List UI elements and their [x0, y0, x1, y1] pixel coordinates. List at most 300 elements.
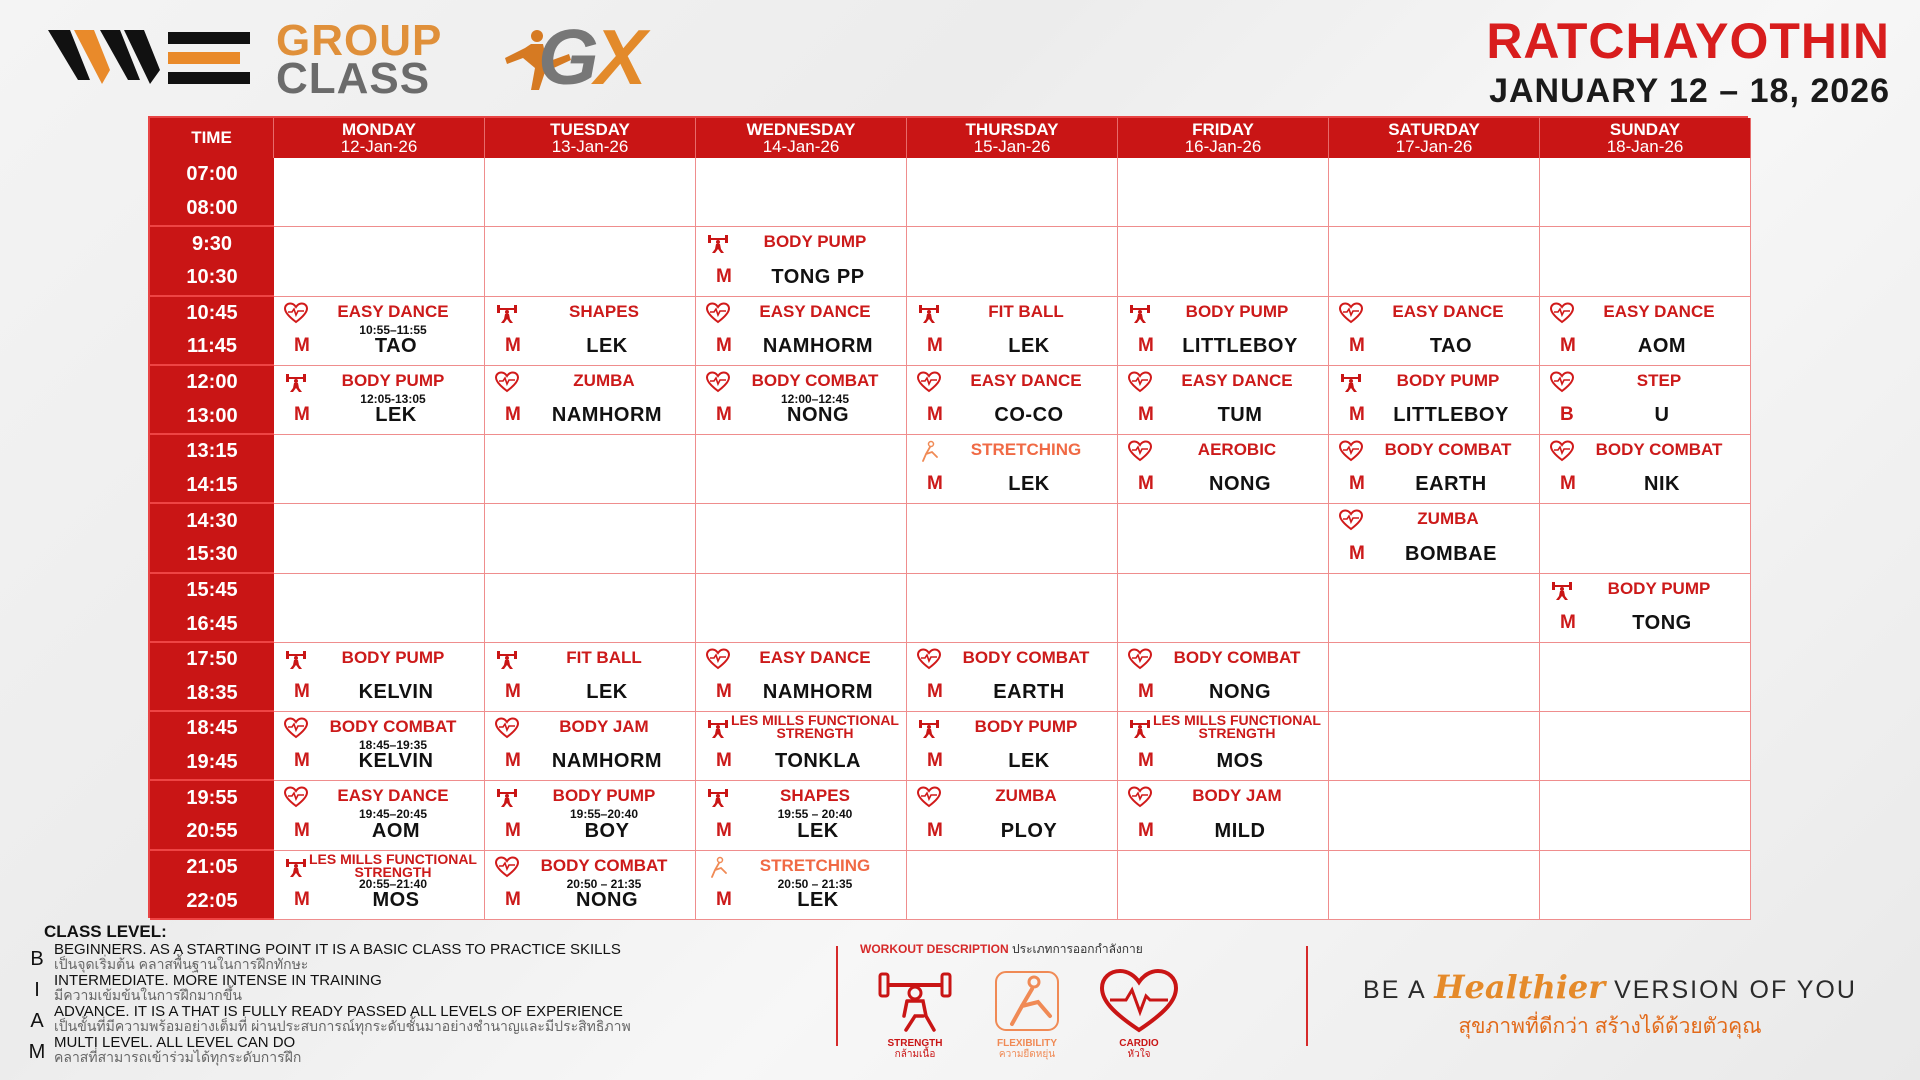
class-entry[interactable]: [1329, 504, 1539, 572]
empty-cell: [274, 504, 485, 573]
class-cell[interactable]: [696, 643, 907, 712]
class-level-badge: M: [716, 681, 732, 703]
class-cell[interactable]: [1329, 435, 1540, 504]
class-level-item: [20, 942, 840, 973]
day-header-sunday: [1540, 118, 1751, 158]
cardio-icon: [706, 302, 730, 324]
instructor-name: TUM: [1217, 404, 1263, 427]
strength-icon: [1128, 717, 1152, 739]
empty-cell: [1329, 227, 1540, 296]
class-level-badge: M: [716, 819, 732, 841]
empty-cell: [907, 158, 1118, 227]
empty-cell: [1118, 227, 1329, 296]
strength-icon: [706, 717, 730, 739]
class-entry[interactable]: [696, 227, 906, 295]
day-header-monday: [274, 118, 485, 158]
strength-icon: [860, 968, 970, 1039]
class-time: 20:55–21:40: [358, 876, 428, 891]
instructor-name: TONG PP: [771, 265, 865, 288]
class-entry[interactable]: [485, 851, 695, 919]
level-description-th: เป็นขั้นที่มีความพร้อมอย่างเต็มที่ ผ่านประสบการณ์ทุกระดับชั้นมาอย่างชำนาญและมีประสิทธิภาพ: [54, 1018, 631, 1034]
class-level-badge: M: [716, 888, 732, 910]
empty-cell: [1540, 504, 1751, 573]
strength-icon: [706, 786, 730, 808]
class-cell[interactable]: [274, 781, 485, 850]
class-cell[interactable]: [485, 366, 696, 435]
class-level-badge: M: [505, 888, 521, 910]
class-cell[interactable]: [1329, 297, 1540, 366]
class-level-title: CLASS LEVEL:: [44, 922, 167, 941]
class-level-badge: M: [505, 819, 521, 841]
time-slot: [150, 435, 274, 504]
class-name: STEP: [1636, 370, 1682, 390]
flexibility-icon: [917, 440, 941, 462]
level-description-th: คลาสที่สามารถเข้าร่วมได้ทุกระดับการฝึก: [54, 1049, 302, 1065]
class-name: EASY DANCE: [970, 370, 1082, 390]
class-entry[interactable]: [907, 435, 1117, 503]
instructor-name: TAO: [374, 334, 418, 357]
class-cell[interactable]: [1118, 781, 1329, 850]
instructor-name: EARTH: [1415, 473, 1487, 496]
slot-start-time: 12:00: [186, 371, 238, 394]
cardio-icon: [917, 648, 941, 670]
class-cell[interactable]: [907, 435, 1118, 504]
slot-start-time: 14:30: [186, 509, 238, 532]
class-cell[interactable]: [1540, 297, 1751, 366]
instructor-name: LEK: [797, 888, 839, 911]
instructor-name: BOY: [584, 819, 630, 842]
class-name: FIT BALL: [566, 647, 642, 667]
class-schedule-table: [148, 116, 1748, 918]
class-cell[interactable]: [485, 851, 696, 920]
instructor-name: KELVIN: [358, 681, 434, 704]
class-entry[interactable]: [1329, 435, 1539, 503]
level-description: [54, 942, 621, 972]
class-entry[interactable]: [696, 297, 906, 365]
flexibility-icon: [706, 856, 730, 878]
instructor-name: LEK: [1008, 473, 1050, 496]
class-cell[interactable]: [274, 366, 485, 435]
workout-type-label-th: ความยืดหยุ่น: [998, 1049, 1056, 1060]
class-time: 18:45–19:35: [358, 738, 428, 753]
class-level-badge: M: [927, 404, 943, 426]
instructor-name: LEK: [375, 404, 417, 427]
slot-end-time: 11:45: [186, 335, 238, 358]
empty-cell: [1329, 574, 1540, 643]
instructor-name: NONG: [1209, 681, 1271, 704]
instructor-name: LITTLEBOY: [1393, 404, 1509, 427]
cardio-icon: [706, 648, 730, 670]
class-name: SHAPES: [569, 301, 639, 321]
class-cell[interactable]: [907, 297, 1118, 366]
empty-cell: [1118, 574, 1329, 643]
cardio-icon: [284, 717, 308, 739]
class-entry[interactable]: [907, 712, 1117, 780]
workout-type-label: FLEXIBILITY: [997, 1038, 1057, 1049]
class-entry[interactable]: [1540, 574, 1750, 642]
empty-cell: [1540, 227, 1751, 296]
class-level-badge: M: [1138, 819, 1154, 841]
class-name: BODY PUMP: [341, 370, 445, 390]
slogan-en: BE A Healthier VERSION OF YOU: [1363, 968, 1857, 1006]
class-level-badge: M: [1138, 334, 1154, 356]
time-slot: [150, 366, 274, 435]
class-entry[interactable]: [907, 297, 1117, 365]
empty-cell: [1540, 851, 1751, 920]
workout-description-title-th: ประเภทการออกกำลังกาย: [1012, 942, 1143, 956]
day-date: 18-Jan-26: [1606, 137, 1684, 156]
instructor-name: LEK: [586, 334, 628, 357]
flexibility-icon: [972, 968, 1082, 1039]
class-entry[interactable]: [485, 712, 695, 780]
legend-divider: [836, 946, 838, 1046]
cardio-icon: [1550, 440, 1574, 462]
day-name: FRIDAY: [1192, 120, 1254, 139]
instructor-name: NAMHORM: [551, 750, 663, 773]
slot-start-time: 19:55: [186, 786, 238, 809]
class-cell[interactable]: [1540, 574, 1751, 643]
cardio-icon: [1339, 302, 1363, 324]
day-name: SATURDAY: [1388, 120, 1480, 139]
class-name: BODY COMBAT: [329, 717, 457, 737]
class-name: EASY DANCE: [337, 301, 449, 321]
class-level-item: [20, 1035, 840, 1066]
class-entry[interactable]: [1118, 643, 1328, 711]
class-entry[interactable]: [696, 643, 906, 711]
instructor-name: LEK: [1008, 750, 1050, 773]
workout-description-title: WORKOUT DESCRIPTION ประเภทการออกกำลังกาย: [860, 942, 1143, 956]
time-slot: [150, 504, 274, 573]
level-description-en: INTERMEDIATE. MORE INTENSE IN TRAINING: [54, 972, 382, 989]
time-slot: [150, 297, 274, 366]
class-level-badge: M: [716, 265, 732, 287]
cardio-icon: [495, 371, 519, 393]
cardio-icon: [284, 786, 308, 808]
class-cell[interactable]: [696, 712, 907, 781]
strength-icon: [1128, 302, 1152, 324]
slot-end-time: 15:30: [186, 543, 238, 566]
class-entry[interactable]: [696, 781, 906, 849]
instructor-name: NAMHORM: [762, 334, 874, 357]
class-entry[interactable]: [274, 712, 484, 780]
class-cell[interactable]: [696, 297, 907, 366]
cardio-icon: [495, 717, 519, 739]
time-column-header: TIME: [150, 118, 274, 158]
class-name: EASY DANCE: [1392, 301, 1504, 321]
class-level-badge: M: [1560, 334, 1576, 356]
class-level-badge: M: [1138, 681, 1154, 703]
strength-icon: [284, 371, 308, 393]
time-slot: [150, 227, 274, 296]
class-cell[interactable]: [1118, 435, 1329, 504]
day-date: 13-Jan-26: [551, 137, 629, 156]
slot-start-time: 21:05: [186, 855, 238, 878]
logo-class-text: CLASS: [276, 54, 431, 103]
class-level-badge: M: [1560, 611, 1576, 633]
level-code: M: [28, 1041, 46, 1063]
instructor-name: AOM: [371, 819, 421, 842]
strength-icon: [495, 648, 519, 670]
class-entry[interactable]: [1540, 435, 1750, 503]
class-entry[interactable]: [274, 643, 484, 711]
class-level-badge: M: [294, 750, 310, 772]
class-cell[interactable]: [485, 643, 696, 712]
class-level-badge: M: [716, 750, 732, 772]
time-slot: [150, 158, 274, 227]
day-header-thursday: [907, 118, 1118, 158]
empty-cell: [274, 158, 485, 227]
class-name: BODY PUMP: [552, 786, 656, 806]
class-entry[interactable]: [907, 366, 1117, 434]
empty-cell: [1118, 158, 1329, 227]
empty-cell: [696, 158, 907, 227]
group-class-wordmark: [276, 16, 443, 103]
class-level-badge: M: [1349, 404, 1365, 426]
instructor-name: TONKLA: [775, 750, 861, 773]
class-time: 10:55–11:55: [359, 322, 427, 337]
empty-cell: [1118, 851, 1329, 920]
slot-start-time: 15:45: [186, 578, 238, 601]
empty-cell: [1329, 851, 1540, 920]
class-level-badge: M: [1138, 404, 1154, 426]
cardio-icon: [1128, 371, 1152, 393]
class-entry[interactable]: [1118, 297, 1328, 365]
class-time: 20:50 – 21:35: [777, 876, 853, 891]
class-name: BODY COMBAT: [1595, 440, 1723, 460]
empty-cell: [1329, 158, 1540, 227]
workout-type-label-th: หัวใจ: [1127, 1049, 1151, 1060]
class-cell[interactable]: [274, 297, 485, 366]
class-cell[interactable]: [1329, 504, 1540, 573]
workout-type-strength: [860, 968, 970, 1060]
strength-icon: [284, 856, 308, 878]
class-entry[interactable]: [1540, 297, 1750, 365]
day-date: 17-Jan-26: [1395, 137, 1473, 156]
class-cell[interactable]: [1540, 435, 1751, 504]
class-cell[interactable]: [907, 712, 1118, 781]
cardio-icon: [495, 856, 519, 878]
class-entry[interactable]: [1329, 366, 1539, 434]
day-name: WEDNESDAY: [746, 120, 856, 139]
slot-start-time: 07:00: [186, 163, 238, 186]
strength-icon: [284, 648, 308, 670]
class-level-badge: M: [1138, 473, 1154, 495]
slot-end-time: 16:45: [186, 612, 238, 635]
class-cell[interactable]: [907, 643, 1118, 712]
empty-cell: [696, 504, 907, 573]
class-level-badge: M: [505, 681, 521, 703]
class-name: LES MILLS FUNCTIONAL STRENGTH: [1153, 712, 1321, 742]
empty-cell: [907, 504, 1118, 573]
class-entry[interactable]: [907, 643, 1117, 711]
class-level-badge: M: [294, 681, 310, 703]
class-entry[interactable]: [1118, 435, 1328, 503]
slot-start-time: 10:45: [186, 301, 238, 324]
class-name: BODY PUMP: [1607, 578, 1711, 598]
instructor-name: LEK: [1008, 334, 1050, 357]
class-name: BODY COMBAT: [1173, 647, 1301, 667]
slot-end-time: 22:05: [186, 889, 238, 912]
day-name: MONDAY: [342, 120, 416, 139]
class-cell[interactable]: [696, 781, 907, 850]
cardio-icon: [1339, 509, 1363, 531]
slot-end-time: 18:35: [186, 681, 238, 704]
cardio-icon: [1128, 440, 1152, 462]
instructor-name: U: [1654, 404, 1670, 427]
level-description: [54, 1035, 301, 1065]
instructor-name: LITTLEBOY: [1182, 334, 1298, 357]
class-entry[interactable]: [907, 781, 1117, 849]
class-name: BODY JAM: [559, 717, 649, 737]
class-time: 20:50 – 21:35: [566, 876, 642, 891]
class-entry[interactable]: [274, 297, 484, 365]
workout-type-label-th: กล้ามเนื้อ: [894, 1049, 936, 1060]
instructor-name: AOM: [1637, 334, 1687, 357]
class-level-badge: M: [1560, 473, 1576, 495]
class-entry[interactable]: [1118, 366, 1328, 434]
slogan-th: สุขภาพที่ดีกว่า สร้างได้ด้วยตัวคุณ: [1458, 1015, 1762, 1038]
class-name: ZUMBA: [573, 370, 635, 390]
class-name: BODY PUMP: [1185, 301, 1289, 321]
class-level-badge: M: [927, 681, 943, 703]
slogan-accent: Healthier: [1434, 968, 1606, 1006]
class-entry[interactable]: [1329, 297, 1539, 365]
empty-cell: [1540, 712, 1751, 781]
class-name: FIT BALL: [988, 301, 1064, 321]
empty-cell: [1329, 781, 1540, 850]
level-code: B: [30, 948, 44, 970]
class-name: STRETCHING: [970, 440, 1082, 460]
workout-type-label: STRENGTH: [887, 1038, 943, 1049]
class-cell[interactable]: [485, 781, 696, 850]
class-entry[interactable]: [485, 643, 695, 711]
class-entry[interactable]: [696, 366, 906, 434]
class-entry[interactable]: [696, 712, 906, 780]
instructor-name: NONG: [787, 404, 849, 427]
branch-name: RATCHAYOTHIN: [1486, 13, 1890, 69]
cardio-icon: [1128, 786, 1152, 808]
logo-group-text: GROUP: [276, 16, 443, 65]
class-cell[interactable]: [485, 712, 696, 781]
class-level-item: [20, 1004, 840, 1035]
class-cell[interactable]: [1118, 297, 1329, 366]
class-level-badge: M: [927, 334, 943, 356]
time-slot: [150, 781, 274, 850]
class-entry[interactable]: [485, 366, 695, 434]
class-entry[interactable]: [696, 851, 906, 919]
instructor-name: LEK: [586, 681, 628, 704]
strength-icon: [1339, 371, 1363, 393]
class-entry[interactable]: [485, 781, 695, 849]
empty-cell: [485, 574, 696, 643]
class-cell[interactable]: [1329, 366, 1540, 435]
class-time: 19:55–20:40: [569, 807, 639, 822]
class-cell[interactable]: [1118, 366, 1329, 435]
class-name: STRETCHING: [759, 855, 871, 875]
day-date: 15-Jan-26: [973, 137, 1051, 156]
instructor-name: TONG: [1632, 611, 1692, 634]
instructor-name: MILD: [1214, 819, 1266, 842]
branch-header: [1486, 14, 1890, 111]
class-level-badge: M: [505, 334, 521, 356]
class-entry[interactable]: [1118, 712, 1328, 780]
class-entry[interactable]: [1118, 781, 1328, 849]
slogan: [1330, 968, 1890, 1043]
day-name: SUNDAY: [1609, 120, 1681, 139]
slot-end-time: 13:00: [186, 404, 238, 427]
empty-cell: [1540, 643, 1751, 712]
class-name: EASY DANCE: [1603, 301, 1715, 321]
class-cell[interactable]: [1118, 643, 1329, 712]
class-level-badge: M: [1349, 473, 1365, 495]
class-entry[interactable]: [274, 781, 484, 849]
strength-icon: [495, 302, 519, 324]
level-description-en: ADVANCE. IT IS A THAT IS FULLY READY PASSED ALL LEVELS OF EXPERIENCE: [54, 1003, 623, 1020]
empty-cell: [1540, 158, 1751, 227]
class-cell[interactable]: [696, 227, 907, 296]
level-description-en: MULTI LEVEL. ALL LEVEL CAN DO: [54, 1034, 296, 1051]
class-entry[interactable]: [1540, 366, 1750, 434]
class-time: 19:55 – 20:40: [777, 807, 853, 822]
class-cell[interactable]: [485, 297, 696, 366]
workout-type-label: CARDIO: [1119, 1038, 1159, 1049]
class-level-badge: M: [294, 334, 310, 356]
class-cell[interactable]: [274, 712, 485, 781]
cardio-icon: [1550, 302, 1574, 324]
cardio-icon: [917, 786, 941, 808]
class-cell[interactable]: [907, 366, 1118, 435]
level-description-en: BEGINNERS. AS A STARTING POINT IT IS A BASIC CLASS TO PRACTICE SKILLS: [54, 941, 621, 958]
empty-cell: [907, 574, 1118, 643]
class-name: BODY COMBAT: [1384, 440, 1512, 460]
slot-start-time: 18:45: [186, 717, 238, 740]
class-cell[interactable]: [696, 851, 907, 920]
class-name: EASY DANCE: [337, 786, 449, 806]
class-cell[interactable]: [907, 781, 1118, 850]
class-name: BODY COMBAT: [962, 647, 1090, 667]
class-cell[interactable]: [274, 851, 485, 920]
gx-wordmark: GX: [538, 13, 643, 101]
class-entry[interactable]: [274, 851, 484, 919]
class-cell[interactable]: [1118, 712, 1329, 781]
day-header-tuesday: [485, 118, 696, 158]
class-cell[interactable]: [1540, 366, 1751, 435]
empty-cell: [485, 158, 696, 227]
legend-divider: [1306, 946, 1308, 1046]
class-entry[interactable]: [274, 366, 484, 434]
time-slot: [150, 643, 274, 712]
day-date: 16-Jan-26: [1184, 137, 1262, 156]
empty-cell: [1540, 781, 1751, 850]
class-cell[interactable]: [274, 643, 485, 712]
time-slot: [150, 574, 274, 643]
class-name: ZUMBA: [995, 786, 1057, 806]
slot-end-time: 14:15: [186, 474, 238, 496]
empty-cell: [907, 851, 1118, 920]
instructor-name: BOMBAE: [1405, 542, 1497, 565]
class-entry[interactable]: [485, 297, 695, 365]
class-level-badge: M: [716, 334, 732, 356]
class-name: LES MILLS FUNCTIONAL STRENGTH: [309, 850, 477, 880]
workout-description: [860, 940, 1290, 1060]
instructor-name: NONG: [1209, 473, 1271, 496]
empty-cell: [485, 227, 696, 296]
level-description: [54, 1004, 631, 1034]
instructor-name: MOS: [1216, 750, 1264, 773]
instructor-name: NAMHORM: [762, 681, 874, 704]
class-cell[interactable]: [696, 366, 907, 435]
instructor-name: EARTH: [993, 681, 1065, 704]
